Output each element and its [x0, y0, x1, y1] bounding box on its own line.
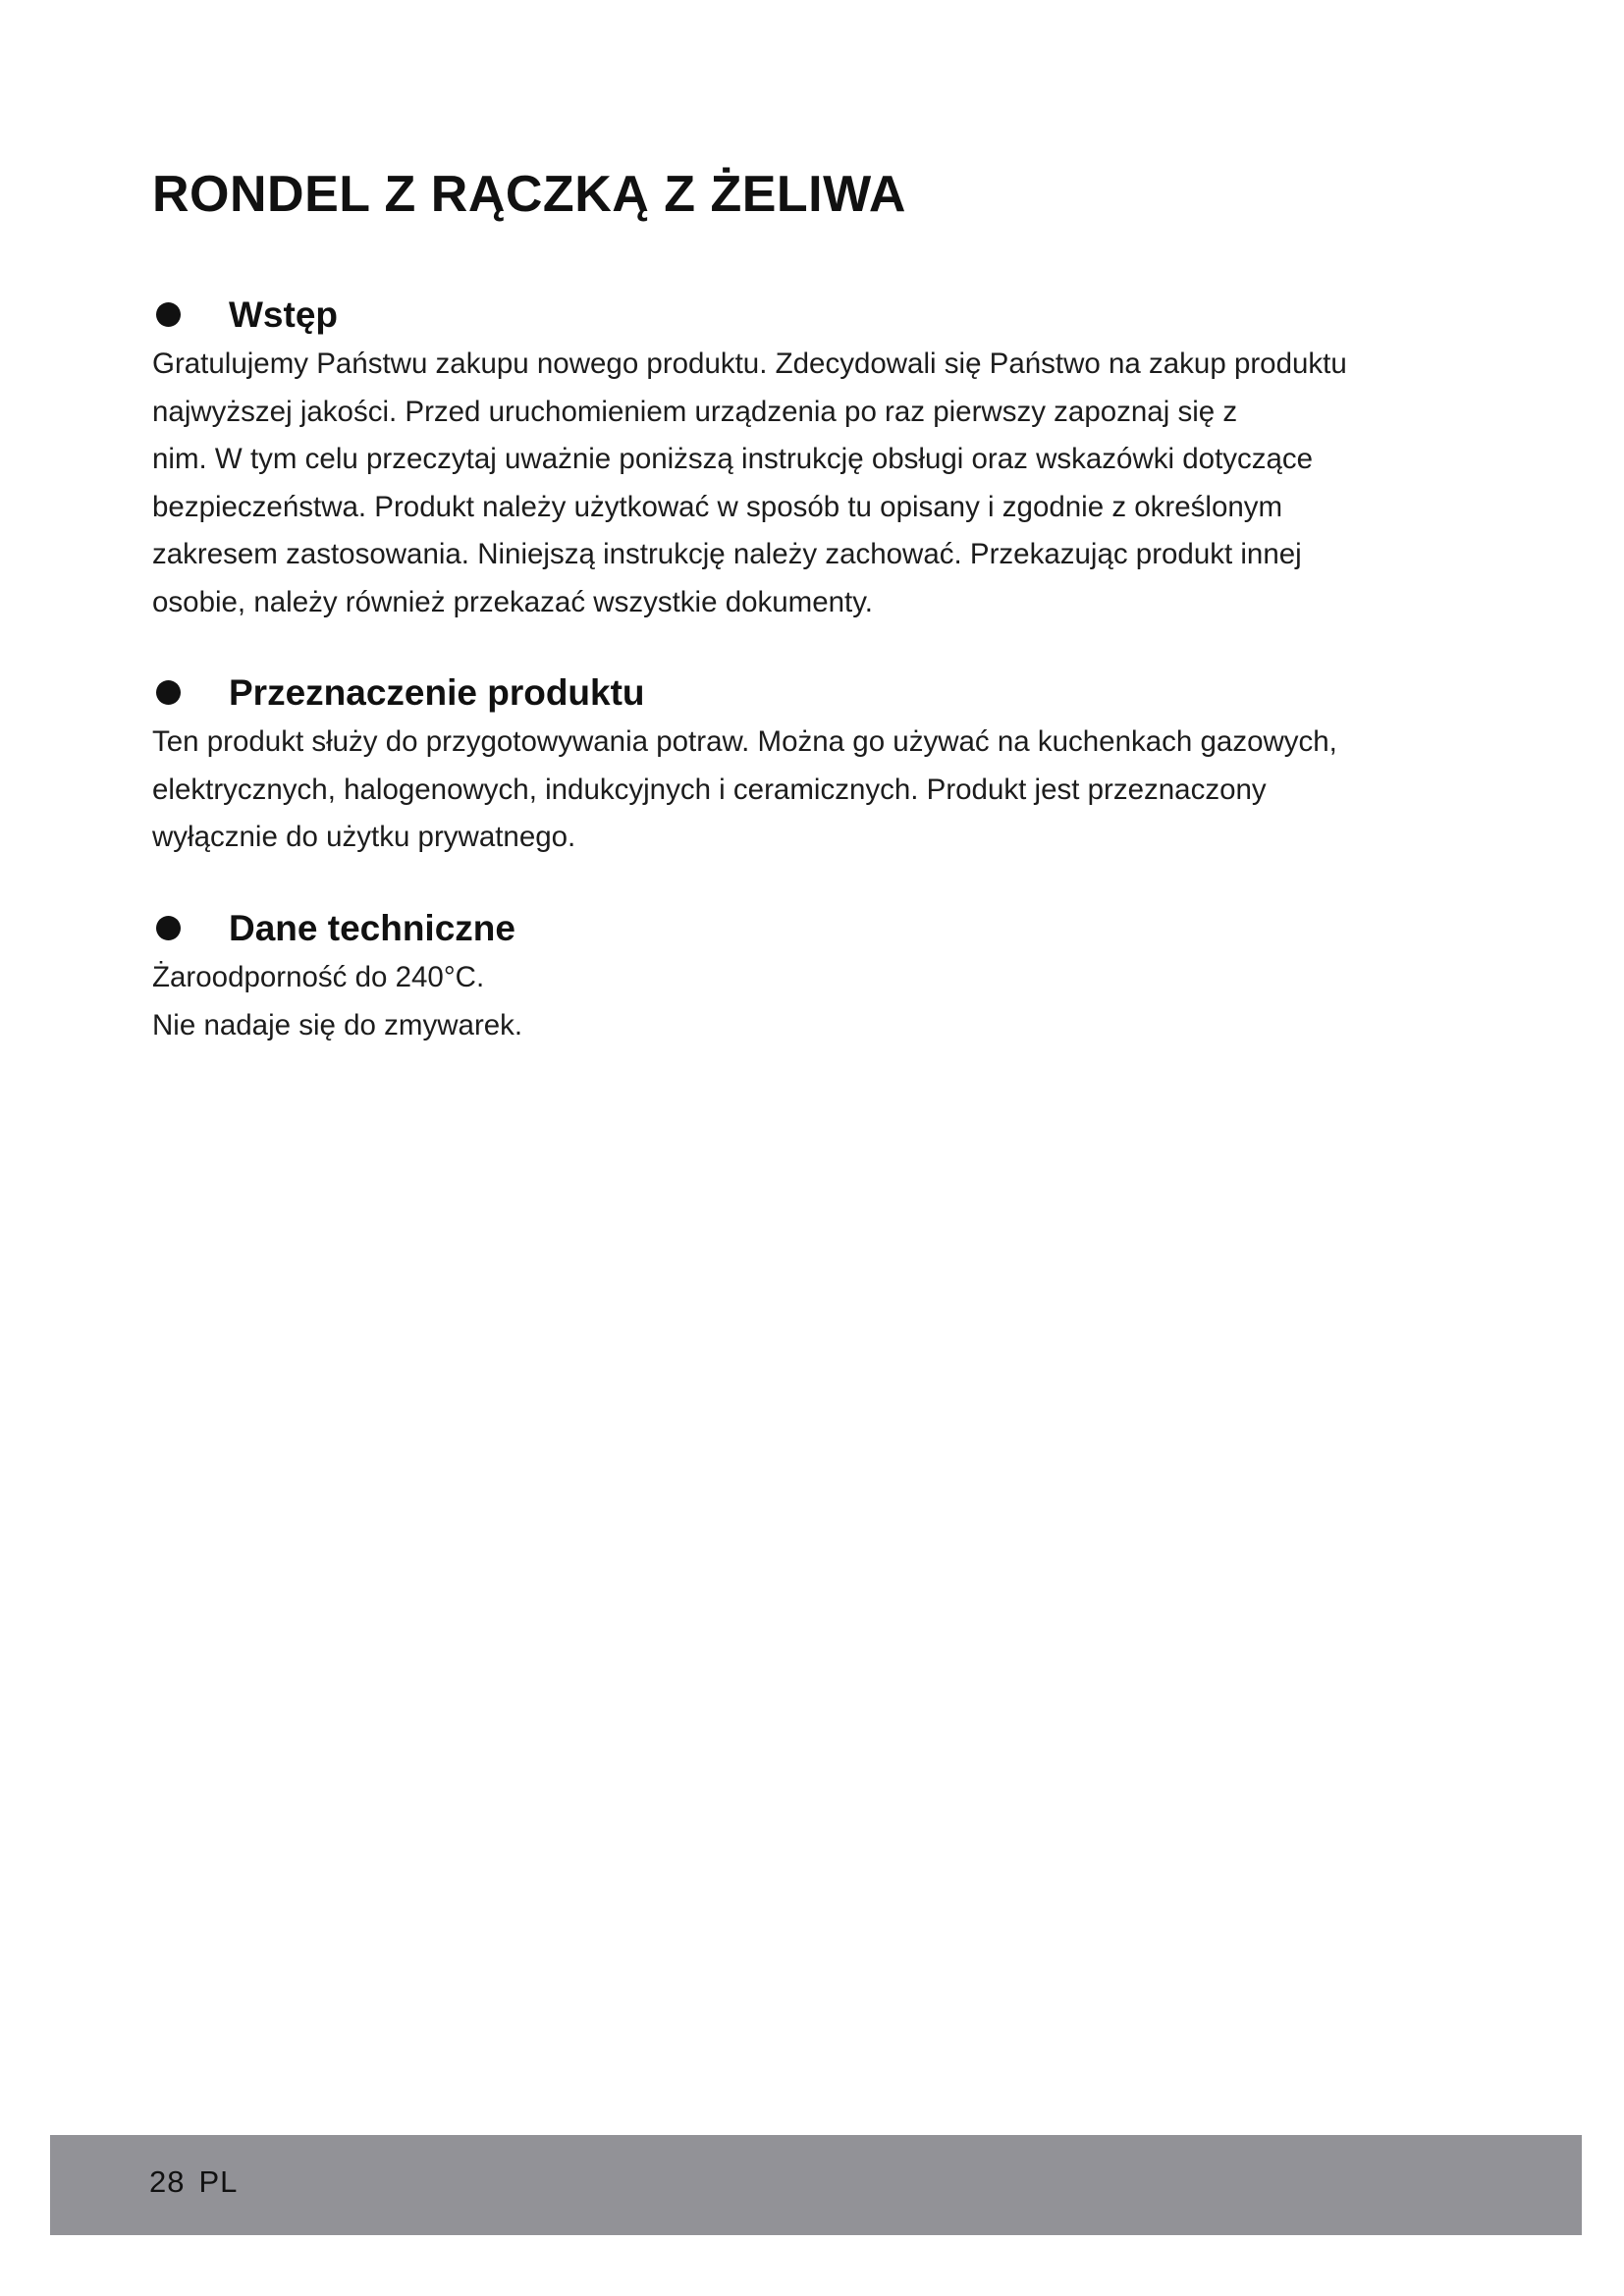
section-heading: Wstęp	[229, 294, 338, 335]
section-heading: Przeznaczenie produktu	[229, 672, 645, 713]
text-line: bezpieczeństwa. Produkt należy użytkować w sposób tu opisany i zgodnie z określonym	[152, 490, 1283, 523]
text-line: nim. W tym celu przeczytaj uważnie poniższą instrukcję obsługi oraz wskazówki dotyczące	[152, 443, 1314, 475]
section-heading-row	[152, 290, 1429, 341]
language-code: PL	[198, 2164, 239, 2199]
section-heading: Dane techniczne	[229, 908, 515, 948]
page-title: RONDEL Z RĄCZKĄ Z ŻELIWA	[152, 166, 906, 223]
text-line: Nie nadaje się do zmywarek.	[152, 1008, 523, 1041]
text-line: Żaroodporność do 240°C.	[152, 961, 485, 993]
bullet-icon	[156, 916, 181, 940]
section-body	[152, 341, 1429, 626]
page-label	[149, 2164, 238, 2200]
section-heading-row	[152, 903, 1429, 954]
section-heading-row	[152, 667, 1429, 719]
page-number: 28	[149, 2164, 186, 2199]
text-line: najwyższej jakości. Przed uruchomieniem urządzenia po raz pierwszy zapoznaj się z	[152, 395, 1238, 428]
text-line: elektrycznych, halogenowych, indukcyjnych i ceramicznych. Produkt jest przeznaczony	[152, 773, 1267, 806]
footer-bar	[50, 2135, 1582, 2235]
section-body	[152, 954, 1429, 1049]
section-body	[152, 719, 1429, 862]
text-line: osobie, należy również przekazać wszystkie dokumenty.	[152, 585, 873, 618]
bullet-icon	[156, 302, 181, 327]
section-technical-data	[152, 903, 1429, 1049]
section-intro	[152, 290, 1429, 626]
section-purpose	[152, 667, 1429, 862]
text-line: Gratulujemy Państwu zakupu nowego produktu. Zdecydowali się Państwo na zakup produktu	[152, 347, 1347, 380]
text-line: Ten produkt służy do przygotowywania potraw. Można go używać na kuchenkach gazowych,	[152, 725, 1337, 758]
text-line: zakresem zastosowania. Niniejszą instrukcję należy zachować. Przekazując produkt innej	[152, 538, 1302, 570]
text-line: wyłącznie do użytku prywatnego.	[152, 821, 576, 853]
bullet-icon	[156, 680, 181, 705]
